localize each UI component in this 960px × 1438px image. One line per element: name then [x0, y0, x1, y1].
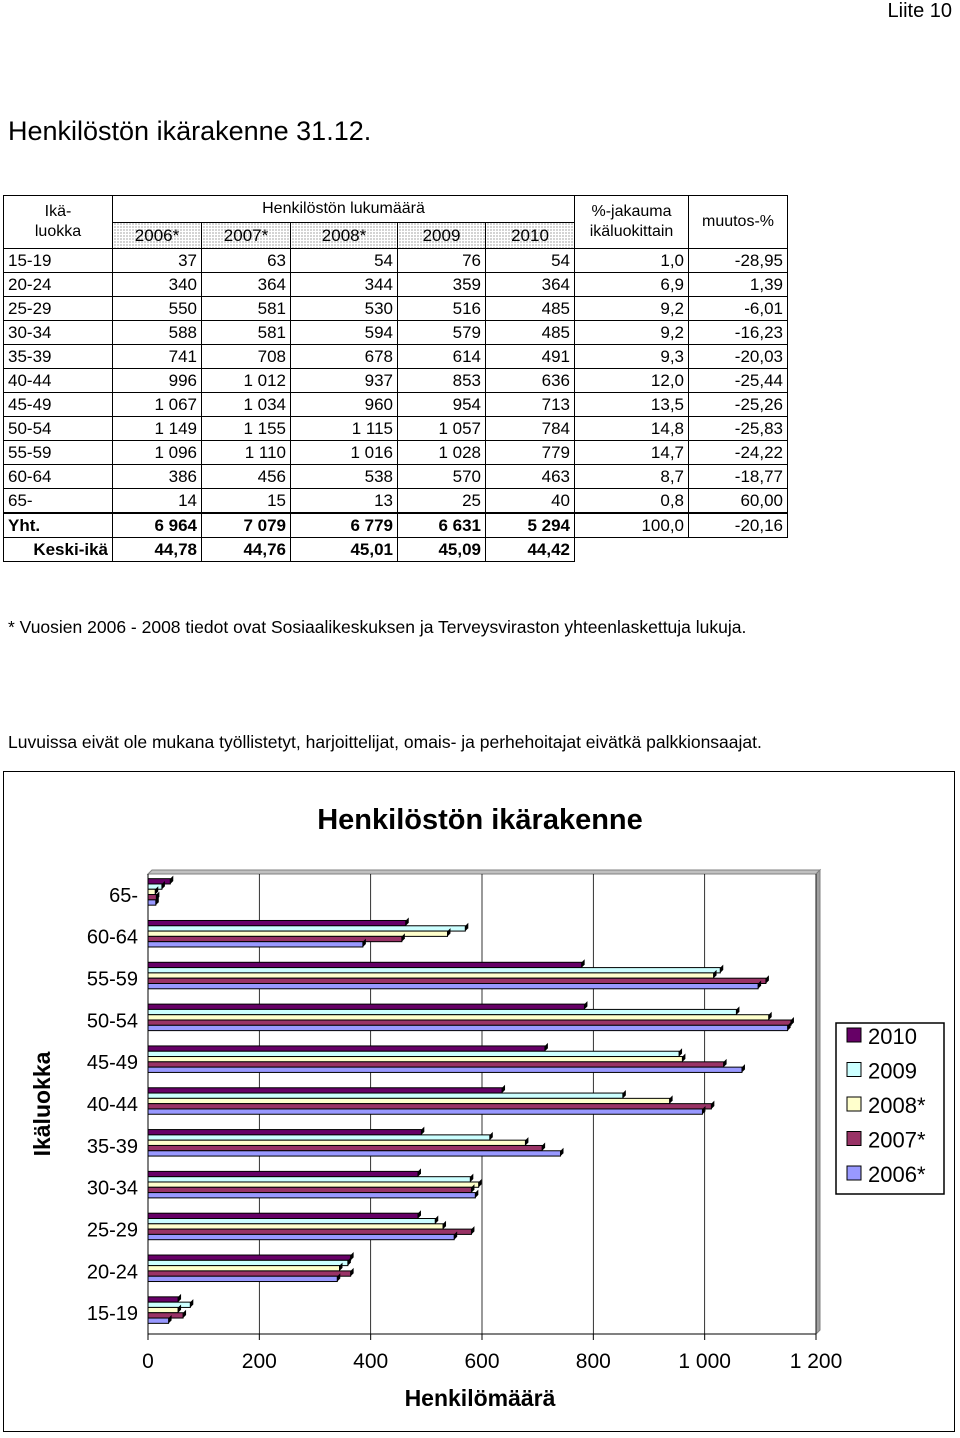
bar — [148, 1088, 502, 1093]
bar — [148, 931, 447, 936]
age-class-cell: 20-24 — [4, 273, 113, 297]
bar — [148, 1297, 178, 1302]
chart-title: Henkilöstön ikärakenne — [317, 804, 643, 836]
bar — [148, 1255, 351, 1260]
category-label: 45-49 — [86, 1052, 138, 1075]
table-cell: 40 — [486, 489, 575, 514]
table-cell: 54 — [486, 249, 575, 273]
table-cell: 1,39 — [689, 273, 788, 297]
year-header-cell: 2008* — [291, 222, 398, 249]
table-cell: 1 028 — [398, 441, 486, 465]
total-cell: 7 079 — [202, 513, 291, 538]
table-cell: 636 — [486, 369, 575, 393]
age-class-cell: 30-34 — [4, 321, 113, 345]
table-cell: 6,9 — [575, 273, 689, 297]
bar — [148, 983, 758, 988]
bar — [148, 1062, 724, 1067]
table-cell: 937 — [291, 369, 398, 393]
bar — [148, 1109, 702, 1114]
table-cell: -16,23 — [689, 321, 788, 345]
bar — [148, 1318, 169, 1323]
year-header-cell: 2010 — [486, 222, 575, 249]
legend-swatch — [847, 1063, 861, 1077]
header-change: muutos-% — [689, 196, 788, 249]
table-cell: -20,03 — [689, 345, 788, 369]
legend-label: 2009 — [868, 1058, 917, 1084]
table-cell: 784 — [486, 417, 575, 441]
table-cell: 344 — [291, 273, 398, 297]
year-header-cell: 2006* — [113, 222, 202, 249]
page-title: Henkilöstön ikärakenne 31.12. — [8, 116, 372, 146]
table-cell: 516 — [398, 297, 486, 321]
total-cell: -20,16 — [689, 513, 788, 538]
table-cell: 8,7 — [575, 465, 689, 489]
bar — [148, 1182, 479, 1187]
bar — [148, 1187, 471, 1192]
bar — [148, 1307, 178, 1312]
bar — [148, 1276, 337, 1281]
table-row — [4, 345, 788, 369]
table-cell: 463 — [486, 465, 575, 489]
x-tick-label: 1 000 — [678, 1350, 731, 1373]
table-row — [4, 273, 788, 297]
table-cell: 779 — [486, 441, 575, 465]
mean-age-label: Keski-ikä — [4, 538, 113, 562]
total-cell: 6 779 — [291, 513, 398, 538]
table-cell: 14 — [113, 489, 202, 514]
table-cell: 581 — [202, 297, 291, 321]
table-cell: 538 — [291, 465, 398, 489]
age-class-cell: 55-59 — [4, 441, 113, 465]
bar — [148, 1145, 542, 1150]
bar — [148, 1009, 736, 1014]
age-class-cell: 35-39 — [4, 345, 113, 369]
bar — [148, 1004, 584, 1009]
table-cell: 14,7 — [575, 441, 689, 465]
bar — [148, 1313, 183, 1318]
mean-age-cell: 44,78 — [113, 538, 202, 562]
bar — [148, 1140, 525, 1145]
table-row — [4, 417, 788, 441]
table-row — [4, 321, 788, 345]
plot-top-wall — [148, 870, 820, 874]
mean-age-cell: 44,76 — [202, 538, 291, 562]
total-row — [4, 513, 788, 538]
bar — [148, 1271, 351, 1276]
plot-side-wall — [816, 870, 820, 1334]
x-tick-label: 200 — [241, 1350, 277, 1373]
table-cell: 60,00 — [689, 489, 788, 514]
table-row — [4, 393, 788, 417]
table-cell: 13,5 — [575, 393, 689, 417]
table-cell: -6,01 — [689, 297, 788, 321]
category-label: 30-34 — [86, 1177, 138, 1200]
bar — [148, 1177, 470, 1182]
table-cell: 579 — [398, 321, 486, 345]
bar — [148, 978, 766, 983]
header-percentage: %-jakauma ikäluokittain — [575, 196, 689, 249]
mean-age-cell: 45,01 — [291, 538, 398, 562]
table-cell: 456 — [202, 465, 291, 489]
total-cell: 6 631 — [398, 513, 486, 538]
bar — [148, 1171, 418, 1176]
bar — [148, 1093, 623, 1098]
table-cell: 588 — [113, 321, 202, 345]
table-cell: 364 — [202, 273, 291, 297]
y-axis-title: Ikäluokka — [29, 1051, 55, 1157]
table-cell: 1 016 — [291, 441, 398, 465]
bar — [148, 1224, 443, 1229]
bar — [148, 1067, 742, 1072]
table-cell: 76 — [398, 249, 486, 273]
table-cell: 1,0 — [575, 249, 689, 273]
legend-swatch — [847, 1097, 861, 1111]
appendix-label: Liite 10 — [887, 0, 952, 22]
category-label: 50-54 — [86, 1010, 138, 1033]
table-cell: -28,95 — [689, 249, 788, 273]
mean-age-row — [4, 538, 788, 562]
bar — [148, 1266, 339, 1271]
bar — [148, 1046, 545, 1051]
category-label: 15-19 — [86, 1303, 138, 1326]
bar — [148, 1130, 421, 1135]
bar — [148, 1302, 190, 1307]
table-cell: 9,2 — [575, 297, 689, 321]
empty-cell — [575, 538, 689, 562]
bar — [148, 1234, 454, 1239]
x-tick-label: 0 — [142, 1350, 154, 1373]
table-cell: 9,2 — [575, 321, 689, 345]
bar — [148, 1015, 769, 1020]
mean-age-cell: 45,09 — [398, 538, 486, 562]
table-cell: 1 057 — [398, 417, 486, 441]
total-cell: 100,0 — [575, 513, 689, 538]
table-cell: 63 — [202, 249, 291, 273]
total-label: Yht. — [4, 513, 113, 538]
bar — [148, 1051, 679, 1056]
table-cell: 12,0 — [575, 369, 689, 393]
bar — [148, 920, 406, 925]
bar — [148, 1193, 475, 1198]
table-cell: 581 — [202, 321, 291, 345]
table-cell: 1 012 — [202, 369, 291, 393]
table-cell: 485 — [486, 321, 575, 345]
category-label: 60-64 — [86, 926, 138, 949]
table-cell: 54 — [291, 249, 398, 273]
x-axis-title: Henkilömäärä — [404, 1385, 556, 1411]
table-cell: 1 115 — [291, 417, 398, 441]
table-cell: 594 — [291, 321, 398, 345]
table-cell: 708 — [202, 345, 291, 369]
table-body — [4, 249, 788, 562]
category-label: 65- — [109, 884, 138, 907]
table-cell: 364 — [486, 273, 575, 297]
table-row — [4, 441, 788, 465]
category-label: 20-24 — [86, 1261, 138, 1284]
bar — [148, 1025, 788, 1030]
table-cell: 530 — [291, 297, 398, 321]
bar — [148, 1229, 471, 1234]
table-cell: 853 — [398, 369, 486, 393]
x-tick-label: 800 — [575, 1350, 611, 1373]
table-cell: -25,26 — [689, 393, 788, 417]
bar — [148, 942, 363, 947]
bar — [148, 900, 156, 905]
table-cell: 13 — [291, 489, 398, 514]
category-label: 55-59 — [86, 968, 138, 991]
table-cell: -24,22 — [689, 441, 788, 465]
age-structure-table — [3, 195, 788, 562]
table-cell: -25,44 — [689, 369, 788, 393]
legend-label: 2006* — [868, 1162, 926, 1187]
x-tick-label: 1 200 — [789, 1350, 843, 1373]
legend-swatch — [847, 1132, 861, 1146]
bar — [148, 879, 170, 884]
bar — [148, 889, 155, 894]
table-cell: 25 — [398, 489, 486, 514]
table-cell: 614 — [398, 345, 486, 369]
mean-age-cell: 44,42 — [486, 538, 575, 562]
table-cell: -25,83 — [689, 417, 788, 441]
table-cell: 1 155 — [202, 417, 291, 441]
table-cell: 14,8 — [575, 417, 689, 441]
bar — [148, 1151, 560, 1156]
bar — [148, 973, 714, 978]
table-cell: 1 110 — [202, 441, 291, 465]
x-tick-label: 400 — [353, 1350, 389, 1373]
age-class-cell: 25-29 — [4, 297, 113, 321]
year-header-cell: 2009 — [398, 222, 486, 249]
age-class-cell: 60-64 — [4, 465, 113, 489]
age-class-cell: 50-54 — [4, 417, 113, 441]
empty-cell — [689, 538, 788, 562]
x-tick-label: 600 — [464, 1350, 500, 1373]
bar-chart — [4, 772, 954, 1431]
exclusion-note: Luvuissa eivät ole mukana työllistetyt, harjoittelijat, omais- ja perhehoitajat eivätkä palkkionsaajat. — [8, 732, 762, 752]
legend-label: 2010 — [868, 1024, 917, 1049]
total-cell: 6 964 — [113, 513, 202, 538]
header-headcount: Henkilöstön lukumäärä — [113, 196, 575, 223]
age-class-cell: 65- — [4, 489, 113, 514]
table-cell: 1 034 — [202, 393, 291, 417]
table-row — [4, 465, 788, 489]
age-class-cell: 15-19 — [4, 249, 113, 273]
table-cell: 713 — [486, 393, 575, 417]
table-row — [4, 297, 788, 321]
category-label: 25-29 — [86, 1219, 138, 1242]
table-row — [4, 489, 788, 514]
year-header-cell: 2007* — [202, 222, 291, 249]
bar — [148, 962, 582, 967]
table-cell: 996 — [113, 369, 202, 393]
table-row — [4, 249, 788, 273]
bar — [148, 895, 156, 900]
header-age-class: Ikä- luokka — [4, 196, 113, 249]
age-class-cell: 45-49 — [4, 393, 113, 417]
age-class-cell: 40-44 — [4, 369, 113, 393]
table-cell: 37 — [113, 249, 202, 273]
legend-swatch — [847, 1166, 861, 1180]
table-cell: 954 — [398, 393, 486, 417]
table-cell: 9,3 — [575, 345, 689, 369]
bar — [148, 1260, 348, 1265]
table-cell: 1 096 — [113, 441, 202, 465]
legend-swatch — [847, 1028, 861, 1042]
table-row — [4, 369, 788, 393]
table-cell: 340 — [113, 273, 202, 297]
table-cell: 678 — [291, 345, 398, 369]
bar — [148, 1135, 490, 1140]
table-cell: 960 — [291, 393, 398, 417]
legend-label: 2008* — [868, 1093, 926, 1118]
bar — [148, 968, 720, 973]
table-cell: 491 — [486, 345, 575, 369]
table-cell: 0,8 — [575, 489, 689, 514]
bar — [148, 1020, 791, 1025]
category-label: 35-39 — [86, 1135, 138, 1158]
chart-frame — [3, 771, 955, 1432]
bar — [148, 1104, 711, 1109]
bar — [148, 1219, 435, 1224]
table-cell: 741 — [113, 345, 202, 369]
table-cell: -18,77 — [689, 465, 788, 489]
bar — [148, 1213, 418, 1218]
bar — [148, 1057, 682, 1062]
table-cell: 550 — [113, 297, 202, 321]
table-cell: 359 — [398, 273, 486, 297]
table-cell: 386 — [113, 465, 202, 489]
bar — [148, 926, 465, 931]
table-cell: 485 — [486, 297, 575, 321]
table-cell: 15 — [202, 489, 291, 514]
table-cell: 1 149 — [113, 417, 202, 441]
legend-label: 2007* — [868, 1127, 926, 1153]
table-cell: 570 — [398, 465, 486, 489]
category-label: 40-44 — [86, 1094, 138, 1116]
bar — [148, 884, 162, 889]
total-cell: 5 294 — [486, 513, 575, 538]
bar — [148, 1098, 670, 1103]
footnote: * Vuosien 2006 - 2008 tiedot ovat Sosiaalikeskuksen ja Terveysviraston yhteenlaskettuja lukuja. — [8, 617, 747, 637]
table-cell: 1 067 — [113, 393, 202, 417]
